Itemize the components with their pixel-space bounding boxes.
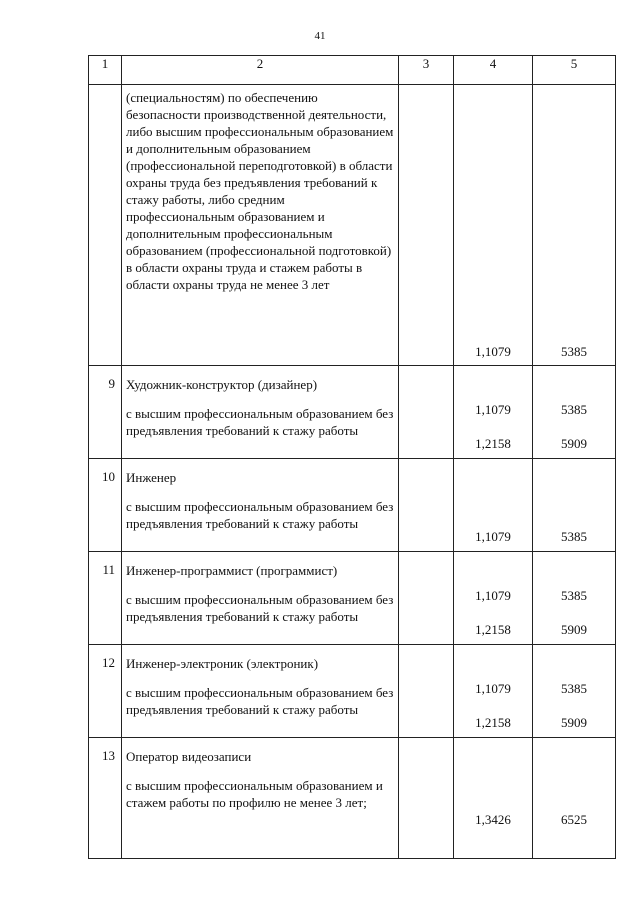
table-row [89,552,616,645]
requirement-text: с высшим профессиональным образованием и стажем работы по профилю не менее 3 лет; [126,778,383,810]
coefficient: 1,2158 [475,622,511,637]
coefficient: 1,1079 [475,588,511,603]
salary: 5385 [561,529,587,544]
column-header-1: 1 [89,56,122,85]
continuation-text: (специальностям) по обеспечению безопасности производственной деятельности, либо высшим профессиональным образованием и дополнительным образованием (профессиональной переподготовкой) в области охраны труда без предъявления требований к стажу работы, либо средним профессиональным образованием и дополнительным профессиональным образованием (профессиональной подготовкой) в области охраны труда и стажем работы в области охраны труда не менее 3 лет [122,85,399,366]
salary: 5385 [561,681,587,696]
coefficient: 1,1079 [475,344,511,359]
header-row [89,56,616,85]
salary: 5385 [561,344,587,359]
column-header-5: 5 [533,56,616,85]
coefficient: 1,2158 [475,715,511,730]
salary: 5909 [561,622,587,637]
requirement-text: с высшим профессиональным образованием без предъявления требований к стажу работы [126,685,394,717]
salary: 5909 [561,436,587,451]
coefficient: 1,1079 [475,681,511,696]
row-number: 12 [89,645,122,738]
row-number: 9 [89,366,122,459]
page-number: 41 [314,30,326,42]
table-row [89,459,616,552]
position-title: Инженер-электроник (электроник) [126,656,319,671]
salary: 5385 [561,588,587,603]
coefficient: 1,3426 [475,812,511,827]
position-title: Художник-конструктор (дизайнер) [126,377,318,392]
coefficient: 1,2158 [475,436,511,451]
table-row [89,366,616,459]
coefficient: 1,1079 [475,529,511,544]
salary-table [88,55,616,859]
salary: 5909 [561,715,587,730]
column-header-4: 4 [454,56,533,85]
requirement-text: с высшим профессиональным образованием без предъявления требований к стажу работы [126,499,394,531]
row-number: 10 [89,459,122,552]
position-title: Инженер-программист (программист) [126,563,338,578]
row-number: 11 [89,552,122,645]
salary: 6525 [561,812,587,827]
coefficient: 1,1079 [475,402,511,417]
position-title: Инженер [126,470,177,485]
table-row [89,85,616,366]
position-title: Оператор видеозаписи [126,749,252,764]
row-number: 13 [89,738,122,859]
column-header-3: 3 [399,56,454,85]
requirement-text: с высшим профессиональным образованием без предъявления требований к стажу работы [126,592,394,624]
column-header-2: 2 [122,56,399,85]
table-row [89,645,616,738]
requirement-text: с высшим профессиональным образованием без предъявления требований к стажу работы [126,406,394,438]
table-row [89,738,616,859]
salary: 5385 [561,402,587,417]
